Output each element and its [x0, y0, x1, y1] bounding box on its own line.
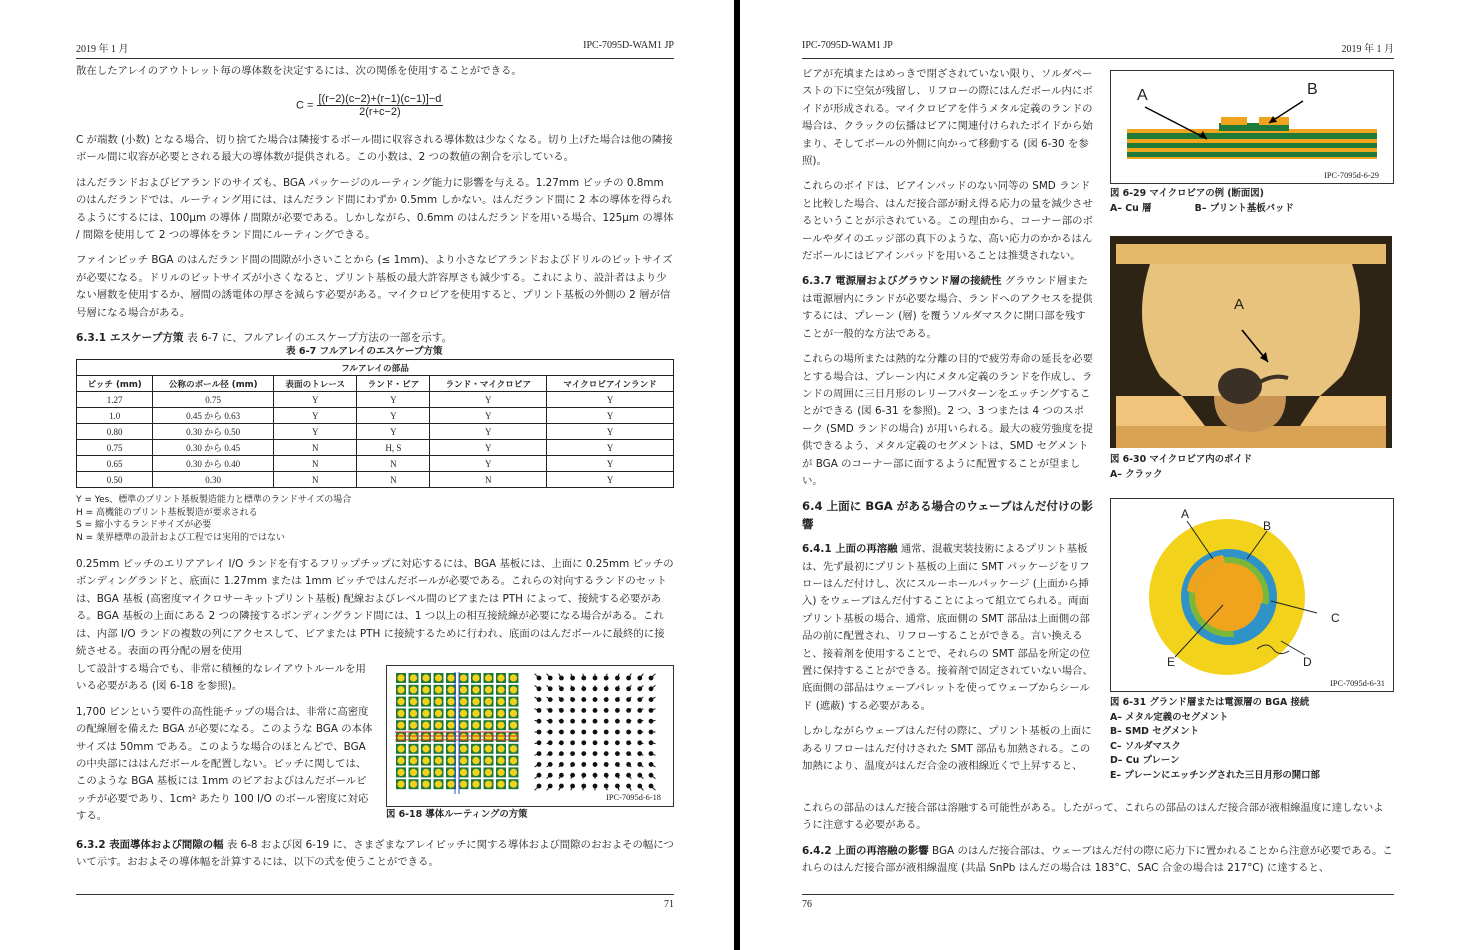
figure-6-29-id: IPC-7095d-6-29: [1324, 171, 1379, 180]
table-cell: Y: [274, 392, 357, 408]
footer-rule: [802, 894, 1394, 895]
fanout-pad: [604, 751, 609, 756]
figure-6-29-caption-block: [1110, 187, 1294, 216]
cu-layer-bottom: [1127, 152, 1377, 157]
ball-land: [397, 710, 404, 717]
table-cell: 0.30 から 0.45: [153, 440, 274, 456]
ball-land: [460, 781, 467, 788]
table-cell: N: [357, 472, 430, 488]
equation-lhs: C =: [296, 99, 314, 112]
right-page: [740, 0, 1474, 950]
fanout-pad: [626, 740, 631, 745]
table-cell: Y: [430, 424, 547, 440]
bga-grid-redistribution: [395, 672, 519, 794]
ball-land: [410, 710, 417, 717]
table-cell: 1.27: [77, 392, 153, 408]
section-6-4-2-title: 6.4.2 上面の再溶融の影響: [802, 845, 929, 857]
table-header-cell: マイクロビアインランド: [547, 376, 674, 392]
table-cell: N: [274, 456, 357, 472]
table-group-header: フルアレイの部品: [77, 360, 674, 376]
figure-6-18-id: IPC-7095d-6-18: [606, 793, 661, 802]
table-cell: Y: [547, 440, 674, 456]
figure-6-30: [1110, 236, 1392, 448]
fanout-pad: [559, 751, 564, 756]
figure-6-29: [1110, 70, 1394, 184]
ball-land: [422, 722, 429, 729]
paragraph-fine-pitch: ファインピッチ BGA のはんだランド間の間隙が小さいことから (≤ 1mm)、より小さなビアランドおよびドリルのビットサイズが必要になる。ドリルのビットサイズが小さくなると、プリント基板の最大許容厚さも減少する。これにより、設計者はより少ない層数を使用するか、層間の誘電体の厚さを減らす必要がある。マイクロビアを使用すると、プリント基板の外側の 2 層が信号層になる場合がある。: [76, 254, 673, 319]
table-6-7-caption: 表 6-7 フルアレイのエスケープ方策: [286, 346, 443, 357]
table-cell: Y: [547, 456, 674, 472]
conductor-equation: [296, 93, 443, 118]
fanout-trace: [583, 720, 584, 721]
fig629-legend-a: A– Cu 層: [1110, 202, 1152, 214]
legend-y: Y = Yes、標準のプリント基板製造能力と標準のランドサイズの場合: [76, 495, 352, 505]
ball-land: [410, 745, 417, 752]
section-6-4-title: 6.4 上面に BGA がある場合のウェーブはんだ付けの影響: [802, 499, 1093, 531]
ball-land: [485, 769, 492, 776]
ball-land: [447, 781, 454, 788]
ball-land: [447, 745, 454, 752]
ball-land: [497, 710, 504, 717]
header-doc-id: IPC-7095D-WAM1 JP: [802, 40, 893, 51]
ball-land: [410, 698, 417, 705]
ball-land: [460, 722, 467, 729]
ball-land: [397, 745, 404, 752]
table-cell: Y: [357, 392, 430, 408]
ball-land: [510, 674, 517, 681]
ball-land: [435, 722, 442, 729]
fanout-pad: [615, 773, 620, 778]
table-cell: 0.30: [153, 472, 274, 488]
intro-text: 散在したアレイのアウトレット毎の導体数を決定するには、次の関係を使用することができる。: [76, 65, 522, 77]
table-cell: N: [430, 472, 547, 488]
ball-land: [472, 722, 479, 729]
fig631-legend-e: E– プレーンにエッチングされた三日月形の開口部: [1110, 769, 1320, 781]
figure-6-31-caption: 図 6-31 グランド層または電源層の BGA 接続: [1110, 697, 1310, 708]
fig631-label-b: B: [1263, 519, 1272, 533]
ball-land: [485, 722, 492, 729]
ball-land: [397, 769, 404, 776]
fanout-pad: [604, 740, 609, 745]
fanout-pad: [615, 686, 620, 691]
ball-land: [460, 710, 467, 717]
fanout-pad: [581, 730, 586, 735]
section-6-3-2: [76, 837, 674, 872]
paragraph-redistribution: して設計する場合でも、非常に積極的なレイアウトルールを用いる必要がある (図 6-18 を参照)。: [76, 663, 366, 693]
ball-land: [497, 757, 504, 764]
ball-land: [460, 745, 467, 752]
ball-land: [485, 674, 492, 681]
fanout-pad: [559, 676, 564, 681]
ball-land: [497, 781, 504, 788]
table-cell: 0.30 から 0.50: [153, 424, 274, 440]
table-header-row: [77, 376, 674, 392]
fanout-pad: [581, 708, 586, 713]
header-rule: [802, 58, 1394, 59]
table-cell: 0.65: [77, 456, 153, 472]
ball-land: [472, 757, 479, 764]
fig631-legend-a: A– メタル定義のセグメント: [1110, 711, 1229, 723]
section-6-3-2-title: 6.3.2 表面導体および間隙の幅: [76, 839, 224, 851]
ball-land: [510, 769, 517, 776]
fig631-legend-d: D– Cu プレーン: [1110, 755, 1180, 766]
ball-land: [460, 769, 467, 776]
ball-land: [447, 769, 454, 776]
fanout-pad: [626, 751, 631, 756]
legend-h: H = 高機能のプリント基板製造が要求される: [76, 507, 258, 518]
fig631-label-e: E: [1167, 655, 1176, 669]
fig631-legend-b: B– SMD セグメント: [1110, 726, 1200, 737]
fanout-pad: [537, 708, 542, 713]
header-date: 2019 年 1 月: [76, 44, 129, 55]
plane-connection-diagram: [1111, 499, 1393, 691]
fanout-pad: [649, 751, 654, 756]
ball-land: [410, 769, 417, 776]
figure-6-31-id: IPC-7095d-6-31: [1330, 679, 1385, 688]
table-cell: Y: [430, 392, 547, 408]
ball-land: [422, 686, 429, 693]
ball-land: [472, 781, 479, 788]
section-6-3-7-title: 6.3.7 電源層およびグラウンド層の接続性: [802, 275, 1002, 288]
section-6-4-2-text: BGA のはんだ接合部は、ウェーブはんだ付の際に応力下に置かれることから注意が必要である。これらのはんだ接合部が液相線温度 (共晶 SnPb はんだの場合は 183°C、SAC 合金の場合は 217°C) に達すると、: [802, 845, 1393, 875]
ball-land: [460, 698, 467, 705]
ball-land: [397, 674, 404, 681]
ball-land: [435, 698, 442, 705]
fanout-pad: [570, 686, 575, 691]
ball-land: [447, 710, 454, 717]
fanout-pad: [559, 740, 564, 745]
section-6-3-1-text: 表 6-7 に、フルアレイのエスケープ方法の一部を示す。: [187, 332, 453, 345]
component-substrate: [1116, 244, 1386, 264]
fig629-legend-b: B– プリント基板パッド: [1194, 202, 1294, 214]
table-cell: 0.45 から 0.63: [153, 408, 274, 424]
fanout-pad: [604, 708, 609, 713]
fanout-pad: [626, 676, 631, 681]
fanout-pad: [559, 784, 564, 789]
ball-land: [510, 722, 517, 729]
paragraph-fraction: C が端数 (小数) となる場合、切り捨てた場合は隣接するボール間に収容される導体数は少なくなる。切り上げた場合は他の隣接ボール間に収容が必要とされる最大の導体数が提供される。この小数は、2 つの数値の割合を示している。: [76, 134, 673, 164]
ball-land: [497, 674, 504, 681]
ball-land: [510, 686, 517, 693]
fanout-pad: [604, 730, 609, 735]
table-cell: 0.75: [153, 392, 274, 408]
figure-6-30-legend: A– クラック: [1110, 468, 1163, 480]
paragraph-crescent-relief: これらの場所または熱的な分離の目的で疲労寿命の延長を必要とする場合は、プレーン内にメタル定義のランドを作成し、ランドの周囲に三日月形のレリーフパターンをエッチングすることができる (図 6-31 を参照)。2 つ、3 つまたは 4 つのスポーク (SMD ランドの場合) が用いられる。最大の疲労強度を提供できるよう、メタル定義のセグメントは、SMD セグメントが BGA のコーナー部に面するように配置することが望ましい。: [802, 353, 1093, 487]
ball-land: [435, 781, 442, 788]
ball-land: [497, 722, 504, 729]
ball-land: [497, 686, 504, 693]
table-cell: N: [274, 440, 357, 456]
equation-fraction: [317, 93, 444, 118]
fig631-label-d: D: [1303, 655, 1312, 669]
table-header-cell: 公称のボール径 (mm): [153, 376, 274, 392]
table-row: [77, 472, 674, 488]
table-cell: Y: [274, 408, 357, 424]
ball-land: [435, 769, 442, 776]
body-block-1: [76, 132, 674, 355]
ball-land: [410, 722, 417, 729]
table-header-cell: ランド・ビア: [357, 376, 430, 392]
table-cell: Y: [430, 440, 547, 456]
microvia-left: [1221, 117, 1247, 125]
ball-land: [472, 710, 479, 717]
table-body: [77, 392, 674, 488]
header-rule: [76, 58, 674, 59]
ball-land: [460, 686, 467, 693]
fanout-trace: [606, 720, 607, 721]
ball-land: [460, 674, 467, 681]
section-6-4-1-text: 通常、混載実装技術によるプリント基板は、先ず最初にプリント基板の上面に SMT パッケージをリフローはんだ付けし、次にスルーホールパッケージ (上面から挿入) をウェーブはんだ付することによって組立てられる。両面プリント基板の場合、通常、底面側の SMT 部品は上面側の部品の前に配置され、リフローすることができる。言い換えると、接着剤を使用することで、それらの SMT 部品を所定の位置に保持することができる。接着剤で固定されていない場合、底面側の部品はウェーブパレットを使ってウェーブからシールド (遮蔽) する必要がある。: [802, 543, 1093, 712]
page-number: 76: [802, 899, 812, 910]
ball-land: [397, 722, 404, 729]
table-cell: N: [274, 472, 357, 488]
table-header-cell: 表面のトレース: [274, 376, 357, 392]
table-cell: Y: [547, 392, 674, 408]
ball-land: [485, 686, 492, 693]
section-6-3-2-text: 表 6-8 および図 6-19 に、さまざまなアレイピッチに関する導体および間隙のおおよその幅について示す。おおよその導体幅を計算するには、以下の式を使うことができる。: [76, 839, 674, 869]
ball-land: [447, 674, 454, 681]
ball-land: [410, 674, 417, 681]
paragraph-flip-chip: 0.25mm ピッチのエリアアレイ I/O ランドを有するフリップチップに対応するには、BGA 基板には、上面に 0.25mm ピッチのボンディングランドと、底面に 1.27mm または 1mm ピッチではんだボールが必要である。これらの対向するランドのセットは、BGA 基板 (高密度マイクロサーキットプリント基板) 配線およびレベル間のビアまたは PTH によって、接続する必要がある。BGA 基板の上面にある 2 つの隣接するボンディングランド間には、1 つ以上の相互接続線が必要になる場合がある。これは、内部 I/O ランドの複数の列にアクセスして、ビアまたは PTH に接続するために行われ、底面のはんだボールに最終的に接続させる。表面の再分配の層を使用: [76, 558, 674, 658]
table-cell: 0.80: [77, 424, 153, 440]
fanout-pad: [626, 719, 631, 724]
ball-land: [497, 769, 504, 776]
footer-rule: [76, 894, 674, 895]
table-row: [77, 456, 674, 472]
paragraph-land-size: はんだランドおよびビアランドのサイズも、BGA パッケージのルーティング能力に影響を与える。1.27mm ピッチの 0.8mm のはんだランドでは、ルーティング用には、はんだランド間にわずか 0.5mm しかない。はんだランド間に 2 本の導体を得られるようにするには、100µm の導体 / 間隙が必要である。しかしながら、0.6mm のはんだランドを用いる場合、125µm の導体 / 間隙を使用して 2 つの導体をランド間にルーティングできる。: [76, 176, 674, 242]
ball-land: [510, 698, 517, 705]
page-number: 71: [664, 899, 674, 910]
section-6-4-2: [802, 843, 1394, 878]
table-cell: Y: [547, 424, 674, 440]
table-cell: 0.30 から 0.40: [153, 456, 274, 472]
table-row: [77, 392, 674, 408]
void: [1218, 368, 1262, 404]
fanout-pad: [581, 740, 586, 745]
figure-6-30-caption: 図 6-30 マイクロビア内のボイド: [1110, 454, 1253, 465]
table-cell: Y: [430, 456, 547, 472]
microvia-cross-section: [1111, 71, 1393, 183]
ball-land: [447, 698, 454, 705]
ball-land: [460, 757, 467, 764]
table-row: [77, 440, 674, 456]
table-cell: Y: [357, 424, 430, 440]
ball-land: [435, 745, 442, 752]
paragraph-1700-pin: 1,700 ピンという要件の高性能チップの場合は、非常に高密度の配線層を備えた BGA が必要になる。このような BGA の本体サイズは 50mm である。このような場合のほとんどで、BGA の中央部にははんだボールを配置しない。ピッチに関しては、このような BGA 基板には 1mm のピアおよびはんだボールピッチが必要であり、1cm² あたり 100 I/O のボール密度に対応する。: [76, 705, 373, 823]
ball-land: [485, 781, 492, 788]
table-cell: N: [357, 456, 430, 472]
figure-6-31-caption-block: [1110, 696, 1320, 783]
ball-land: [397, 757, 404, 764]
fanout-trace: [606, 743, 607, 744]
ball-land: [410, 686, 417, 693]
ball-land: [447, 757, 454, 764]
ball-land: [485, 745, 492, 752]
fanout-pad: [593, 730, 598, 735]
table-cell: 1.0: [77, 408, 153, 424]
table-group-row: [77, 360, 674, 376]
legend-n: N = 業界標準の設計および工程では実用的ではない: [76, 532, 285, 543]
left-page: [0, 0, 734, 950]
table-row: [77, 424, 674, 440]
ball-land: [485, 710, 492, 717]
ball-land: [472, 769, 479, 776]
ball-land: [472, 674, 479, 681]
header-date: 2019 年 1 月: [1341, 44, 1394, 55]
table-cell: Y: [357, 408, 430, 424]
ball-land: [497, 698, 504, 705]
figure-6-30-caption-block: [1110, 453, 1252, 482]
fig631-label-c: C: [1331, 611, 1340, 625]
paragraph-wave-heating: しかしながらウェーブはんだ付の際に、プリント基板の上面にあるリフローはんだ付けされた SMT 部品も加熱される。この加熱により、温度がはんだ合金の液相線近くで上昇すると、: [802, 725, 1092, 773]
equation-numerator: [(r−2)(c−2)+(r−1)(c−1)]−d: [318, 93, 442, 105]
section-6-4-1: [802, 541, 1094, 715]
fanout-pad: [581, 751, 586, 756]
ball-land: [447, 686, 454, 693]
fig630-label-a: A: [1234, 296, 1245, 313]
ball-land: [510, 745, 517, 752]
right-column-text: [802, 66, 1094, 783]
ball-land: [510, 710, 517, 717]
ball-land: [435, 710, 442, 717]
ball-land: [422, 757, 429, 764]
paragraph-void-stress: これらのボイドは、ビアインパッドのない同等の SMD ランドと比較した場合、はんだ接合部が耐え得る応力の量を減少させるということが示されている。この理由から、コーナー部のボールやダイのエッジ部の真下のような、高い応力のかかるはんだボールにはビアインパッドを用いることは推奨されない。: [802, 180, 1093, 263]
routing-diagram: [387, 666, 673, 806]
ball-land: [422, 698, 429, 705]
figure-6-18-caption: 図 6-18 導体ルーティングの方策: [386, 809, 528, 820]
table-cell: 0.75: [77, 440, 153, 456]
ball-land: [472, 686, 479, 693]
table-cell: Y: [274, 424, 357, 440]
ball-land: [472, 745, 479, 752]
header-doc-id: IPC-7095D-WAM1 JP: [583, 40, 674, 51]
ball-land: [422, 674, 429, 681]
table-cell: H, S: [357, 440, 430, 456]
ball-land: [410, 781, 417, 788]
table-6-7: [76, 359, 674, 488]
figure-6-29-legend: [1110, 202, 1294, 217]
ball-land: [410, 757, 417, 764]
fanout-pad: [537, 751, 542, 756]
cu-layer-top: [1127, 133, 1377, 139]
table-legend: [76, 494, 496, 544]
ball-land: [447, 722, 454, 729]
fanout-trace: [583, 743, 584, 744]
body-block-2: [76, 661, 374, 834]
ball-land: [422, 769, 429, 776]
table-row: [77, 408, 674, 424]
ball-land: [422, 710, 429, 717]
fanout-pad: [559, 719, 564, 724]
equation-denominator: 2(r+c−2): [359, 106, 401, 118]
ball-land: [397, 686, 404, 693]
ball-land: [510, 781, 517, 788]
section-6-3-7: [802, 273, 1094, 343]
figure-6-18: [386, 665, 674, 807]
fanout-pad: [559, 708, 564, 713]
ball-land: [422, 781, 429, 788]
section-6-3-7-text: グラウンド層または電源層内にランドが必要な場合、ランドへのアクセスを提供するには、プレーン (層) を覆うソルダマスクに開口部を残すことが一般的な方法である。: [802, 275, 1093, 340]
table-cell: Y: [547, 472, 674, 488]
ball-land: [435, 757, 442, 764]
ball-land: [510, 757, 517, 764]
paragraph-joint-melt: これらの部品のはんだ接合部は溶融する可能性がある。したがって、これらの部品のはんだ接合部が液相線温度に達しないように注意する必要がある。: [802, 802, 1384, 832]
figure-6-31: [1110, 498, 1394, 692]
legend-s: S = 縮小するランドサイズが必要: [76, 520, 212, 531]
section-6-3-1-title: 6.3.1 エスケープ方策: [76, 332, 184, 345]
fig631-label-a: A: [1181, 507, 1190, 521]
ball-land: [422, 745, 429, 752]
table-cell: Y: [430, 408, 547, 424]
fig629-label-b: B: [1307, 81, 1318, 98]
cu-layer-mid: [1127, 143, 1377, 148]
fanout-pad: [626, 708, 631, 713]
table-cell: Y: [547, 408, 674, 424]
fanout-pad: [649, 708, 654, 713]
section-6-4-1-title: 6.4.1 上面の再溶融: [802, 543, 898, 556]
ball-land: [485, 757, 492, 764]
fanout-pad: [626, 784, 631, 789]
fig629-label-a: A: [1137, 87, 1148, 104]
ball-land: [497, 745, 504, 752]
ball-land: [435, 674, 442, 681]
ball-land: [435, 686, 442, 693]
void-micrograph: [1110, 236, 1392, 448]
ball-land: [397, 698, 404, 705]
ball-land: [397, 781, 404, 788]
paragraph-via-void: ビアが充填またはめっきで閉ざされていない限り、ソルダペーストの下に空気が残留し、リフローの際にはんだボール内にボイドが形成される。マイクロビアを伴うメタル定義のランドの場合は、クラックの伝播はビアに関連付けられたボイドから始まり、そしてボールの外側に向かって移動する (図 6-30 を参照)。: [802, 68, 1093, 168]
fig631-legend-c: C– ソルダマスク: [1110, 740, 1181, 752]
fanout-pad: [570, 773, 575, 778]
table-cell: 0.50: [77, 472, 153, 488]
figure-6-29-caption: 図 6-29 マイクロビアの例 (断面図): [1110, 188, 1264, 199]
table-header-cell: ピッチ (mm): [77, 376, 153, 392]
table-header-cell: ランド・マイクロビア: [430, 376, 547, 392]
bga-grid-fanout: [535, 674, 656, 791]
ball-land: [472, 698, 479, 705]
ball-land: [485, 698, 492, 705]
